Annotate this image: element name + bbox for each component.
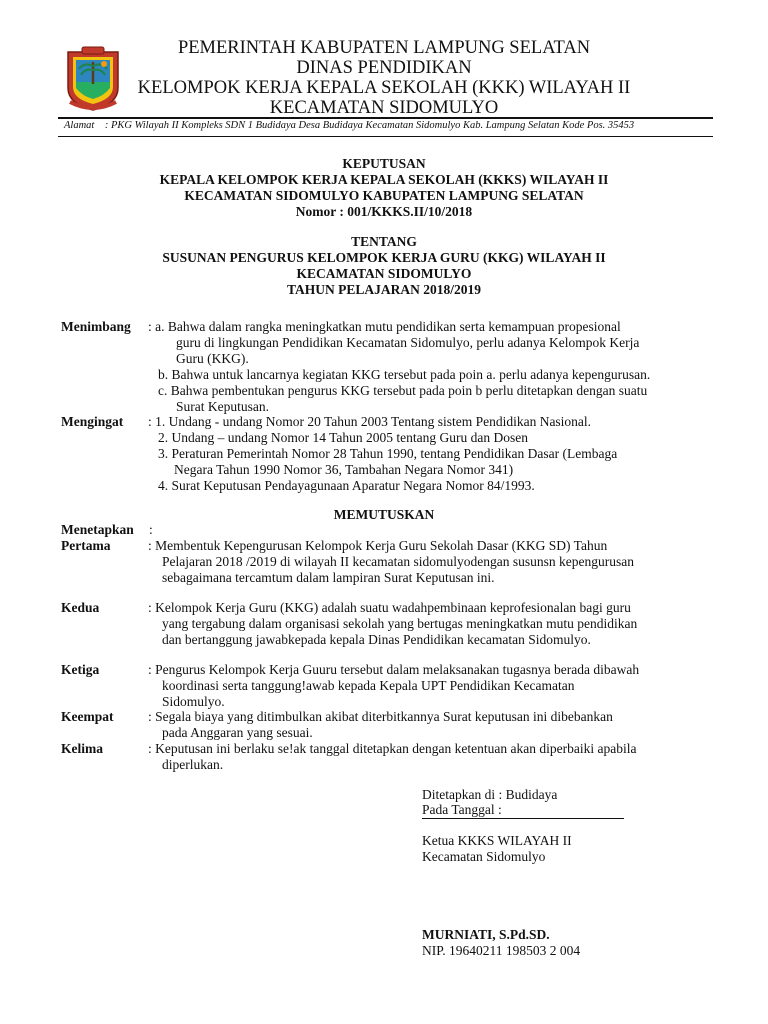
menetapkan-label: Menetapkan bbox=[61, 522, 134, 537]
kelima-label: Kelima bbox=[61, 741, 103, 756]
letterhead-rule-bottom bbox=[58, 136, 713, 137]
subject-line-4: TAHUN PELAJARAN 2018/2019 bbox=[286, 282, 481, 297]
signature-role-1: Ketua KKKS WILAYAH II bbox=[422, 833, 572, 848]
pertama-line-1: : Membentuk Kepengurusan Kelompok Kerja Guru Sekolah Dasar (KKG SD) Tahun bbox=[148, 538, 608, 553]
signature-place: Ditetapkan di : Budidaya bbox=[422, 787, 558, 802]
decree-title-line-3: KECAMATAN SIDOMULYO KABUPATEN LAMPUNG SELATAN bbox=[184, 188, 584, 203]
decree-number: Nomor : 001/KKKS.II/10/2018 bbox=[295, 204, 473, 219]
ketiga-line-2: koordinasi serta tanggung!awab kepada Kepala UPT Pendidikan Kecamatan bbox=[162, 678, 575, 693]
decree-subject bbox=[60, 234, 708, 298]
mengingat-label: Mengingat bbox=[61, 414, 124, 429]
subject-line-3: KECAMATAN SIDOMULYO bbox=[296, 266, 472, 281]
regency-emblem bbox=[64, 44, 122, 112]
menimbang-a-line-2: guru di lingkungan Pendidikan Kecamatan Sidomulyo, perlu adanya Kelompok Kerja bbox=[176, 335, 640, 350]
memutuskan-heading: MEMUTUSKAN bbox=[333, 507, 435, 522]
address-text: : PKG Wilayah II Kompleks SDN 1 Budidaya Desa Budidaya Kecamatan Sidomulyo Kab. Lampung Selatan Kode Pos. 35453 bbox=[104, 120, 635, 131]
letterhead-line-4: KECAMATAN SIDOMULYO bbox=[269, 98, 499, 118]
ketiga-line-3: Sidomulyo. bbox=[162, 694, 225, 709]
address-line bbox=[64, 120, 634, 131]
menimbang-label: Menimbang bbox=[61, 319, 131, 334]
menimbang-a-line-3: Guru (KKG). bbox=[176, 351, 249, 366]
ketiga-label: Ketiga bbox=[61, 662, 100, 677]
signatory-name: MURNIATI, S.Pd.SD. bbox=[422, 927, 550, 942]
mengingat-item-2: 2. Undang – undang Nomor 14 Tahun 2005 tentang Guru dan Dosen bbox=[158, 430, 528, 445]
subject-line-2: SUSUNAN PENGURUS KELOMPOK KERJA GURU (KKG) WILAYAH II bbox=[162, 250, 606, 265]
pertama-label: Pertama bbox=[61, 538, 111, 553]
signature-date: Pada Tanggal : bbox=[422, 802, 502, 817]
letterhead bbox=[120, 38, 648, 118]
keempat-line-1: : Segala biaya yang ditimbulkan akibat diterbitkannya Surat keputusan ini dibebankan bbox=[148, 709, 613, 724]
letterhead-rule-top bbox=[58, 117, 713, 119]
keempat-label: Keempat bbox=[61, 709, 114, 724]
pertama-line-3: sebagaimana tercamtum dalam lampiran Surat Keputusan ini. bbox=[162, 570, 495, 585]
keempat-line-2: pada Anggaran yang sesuai. bbox=[162, 725, 313, 740]
menimbang-c-line-2: Surat Keputusan. bbox=[176, 399, 269, 414]
letterhead-line-3: KELOMPOK KERJA KEPALA SEKOLAH (KKK) WILAYAH II bbox=[137, 78, 631, 98]
address-label: Alamat bbox=[64, 120, 95, 131]
decree-title-line-1: KEPUTUSAN bbox=[342, 156, 426, 171]
subject-line-1: TENTANG bbox=[351, 234, 417, 249]
letterhead-line-1: PEMERINTAH KABUPATEN LAMPUNG SELATAN bbox=[177, 38, 591, 58]
menimbang-a-line-1: : a. Bahwa dalam rangka meningkatkan mutu pendidikan serta kemampuan propesional bbox=[148, 319, 621, 334]
ketiga-line-1: : Pengurus Kelompok Kerja Guuru tersebut dalam melaksanakan tugasnya berada dibawah bbox=[148, 662, 640, 677]
mengingat-item-3-line-2: Negara Tahun 1990 Nomor 36, Tambahan Negara Nomor 341) bbox=[174, 462, 514, 477]
mengingat-item-1: : 1. Undang - undang Nomor 20 Tahun 2003 Tentang sistem Pendidikan Nasional. bbox=[148, 414, 592, 429]
decree-title bbox=[60, 156, 708, 220]
kedua-line-3: dan bertanggung jawabkepada kepala Dinas Pendidikan kecamatan Sidomulyo. bbox=[162, 632, 591, 647]
pertama-line-2: Pelajaran 2018 /2019 di wilayah II kecamatan sidomulyodengan susunsn kepengurusan bbox=[162, 554, 635, 569]
kelima-line-2: diperlukan. bbox=[162, 757, 224, 772]
signature-role-2: Kecamatan Sidomulyo bbox=[422, 849, 546, 864]
kedua-line-2: yang tergabung dalam organisasi sekolah yang bertugas meningkatkan mutu pendidikan bbox=[162, 616, 638, 631]
signature-date-rule bbox=[422, 818, 624, 819]
kedua-label: Kedua bbox=[61, 600, 100, 615]
menimbang-b-line-1: b. Bahwa untuk lancarnya kegiatan KKG tersebut pada poin a. perlu adanya kepengurusan. bbox=[158, 367, 651, 382]
mengingat-item-4: 4. Surat Keputusan Pendayagunaan Aparatur Negara Nomor 84/1993. bbox=[158, 478, 535, 493]
kelima-line-1: : Keputusan ini berlaku se!ak tanggal ditetapkan dengan ketentuan akan diperbaiki apabila bbox=[148, 741, 637, 756]
menetapkan-colon: : bbox=[149, 522, 153, 537]
letterhead-line-2: DINAS PENDIDIKAN bbox=[296, 58, 472, 78]
signatory-nip: NIP. 19640211 198503 2 004 bbox=[422, 943, 581, 958]
decree-title-line-2: KEPALA KELOMPOK KERJA KEPALA SEKOLAH (KKKS) WILAYAH II bbox=[159, 172, 609, 187]
menimbang-c-line-1: c. Bahwa pembentukan pengurus KKG tersebut pada poin b perlu ditetapkan dengan suatu bbox=[158, 383, 648, 398]
kedua-line-1: : Kelompok Kerja Guru (KKG) adalah suatu wadahpembinaan keprofesionalan bagi guru bbox=[148, 600, 631, 615]
mengingat-item-3-line-1: 3. Peraturan Pemerintah Nomor 28 Tahun 1990, tentang Pendidikan Dasar (Lembaga bbox=[158, 446, 618, 461]
